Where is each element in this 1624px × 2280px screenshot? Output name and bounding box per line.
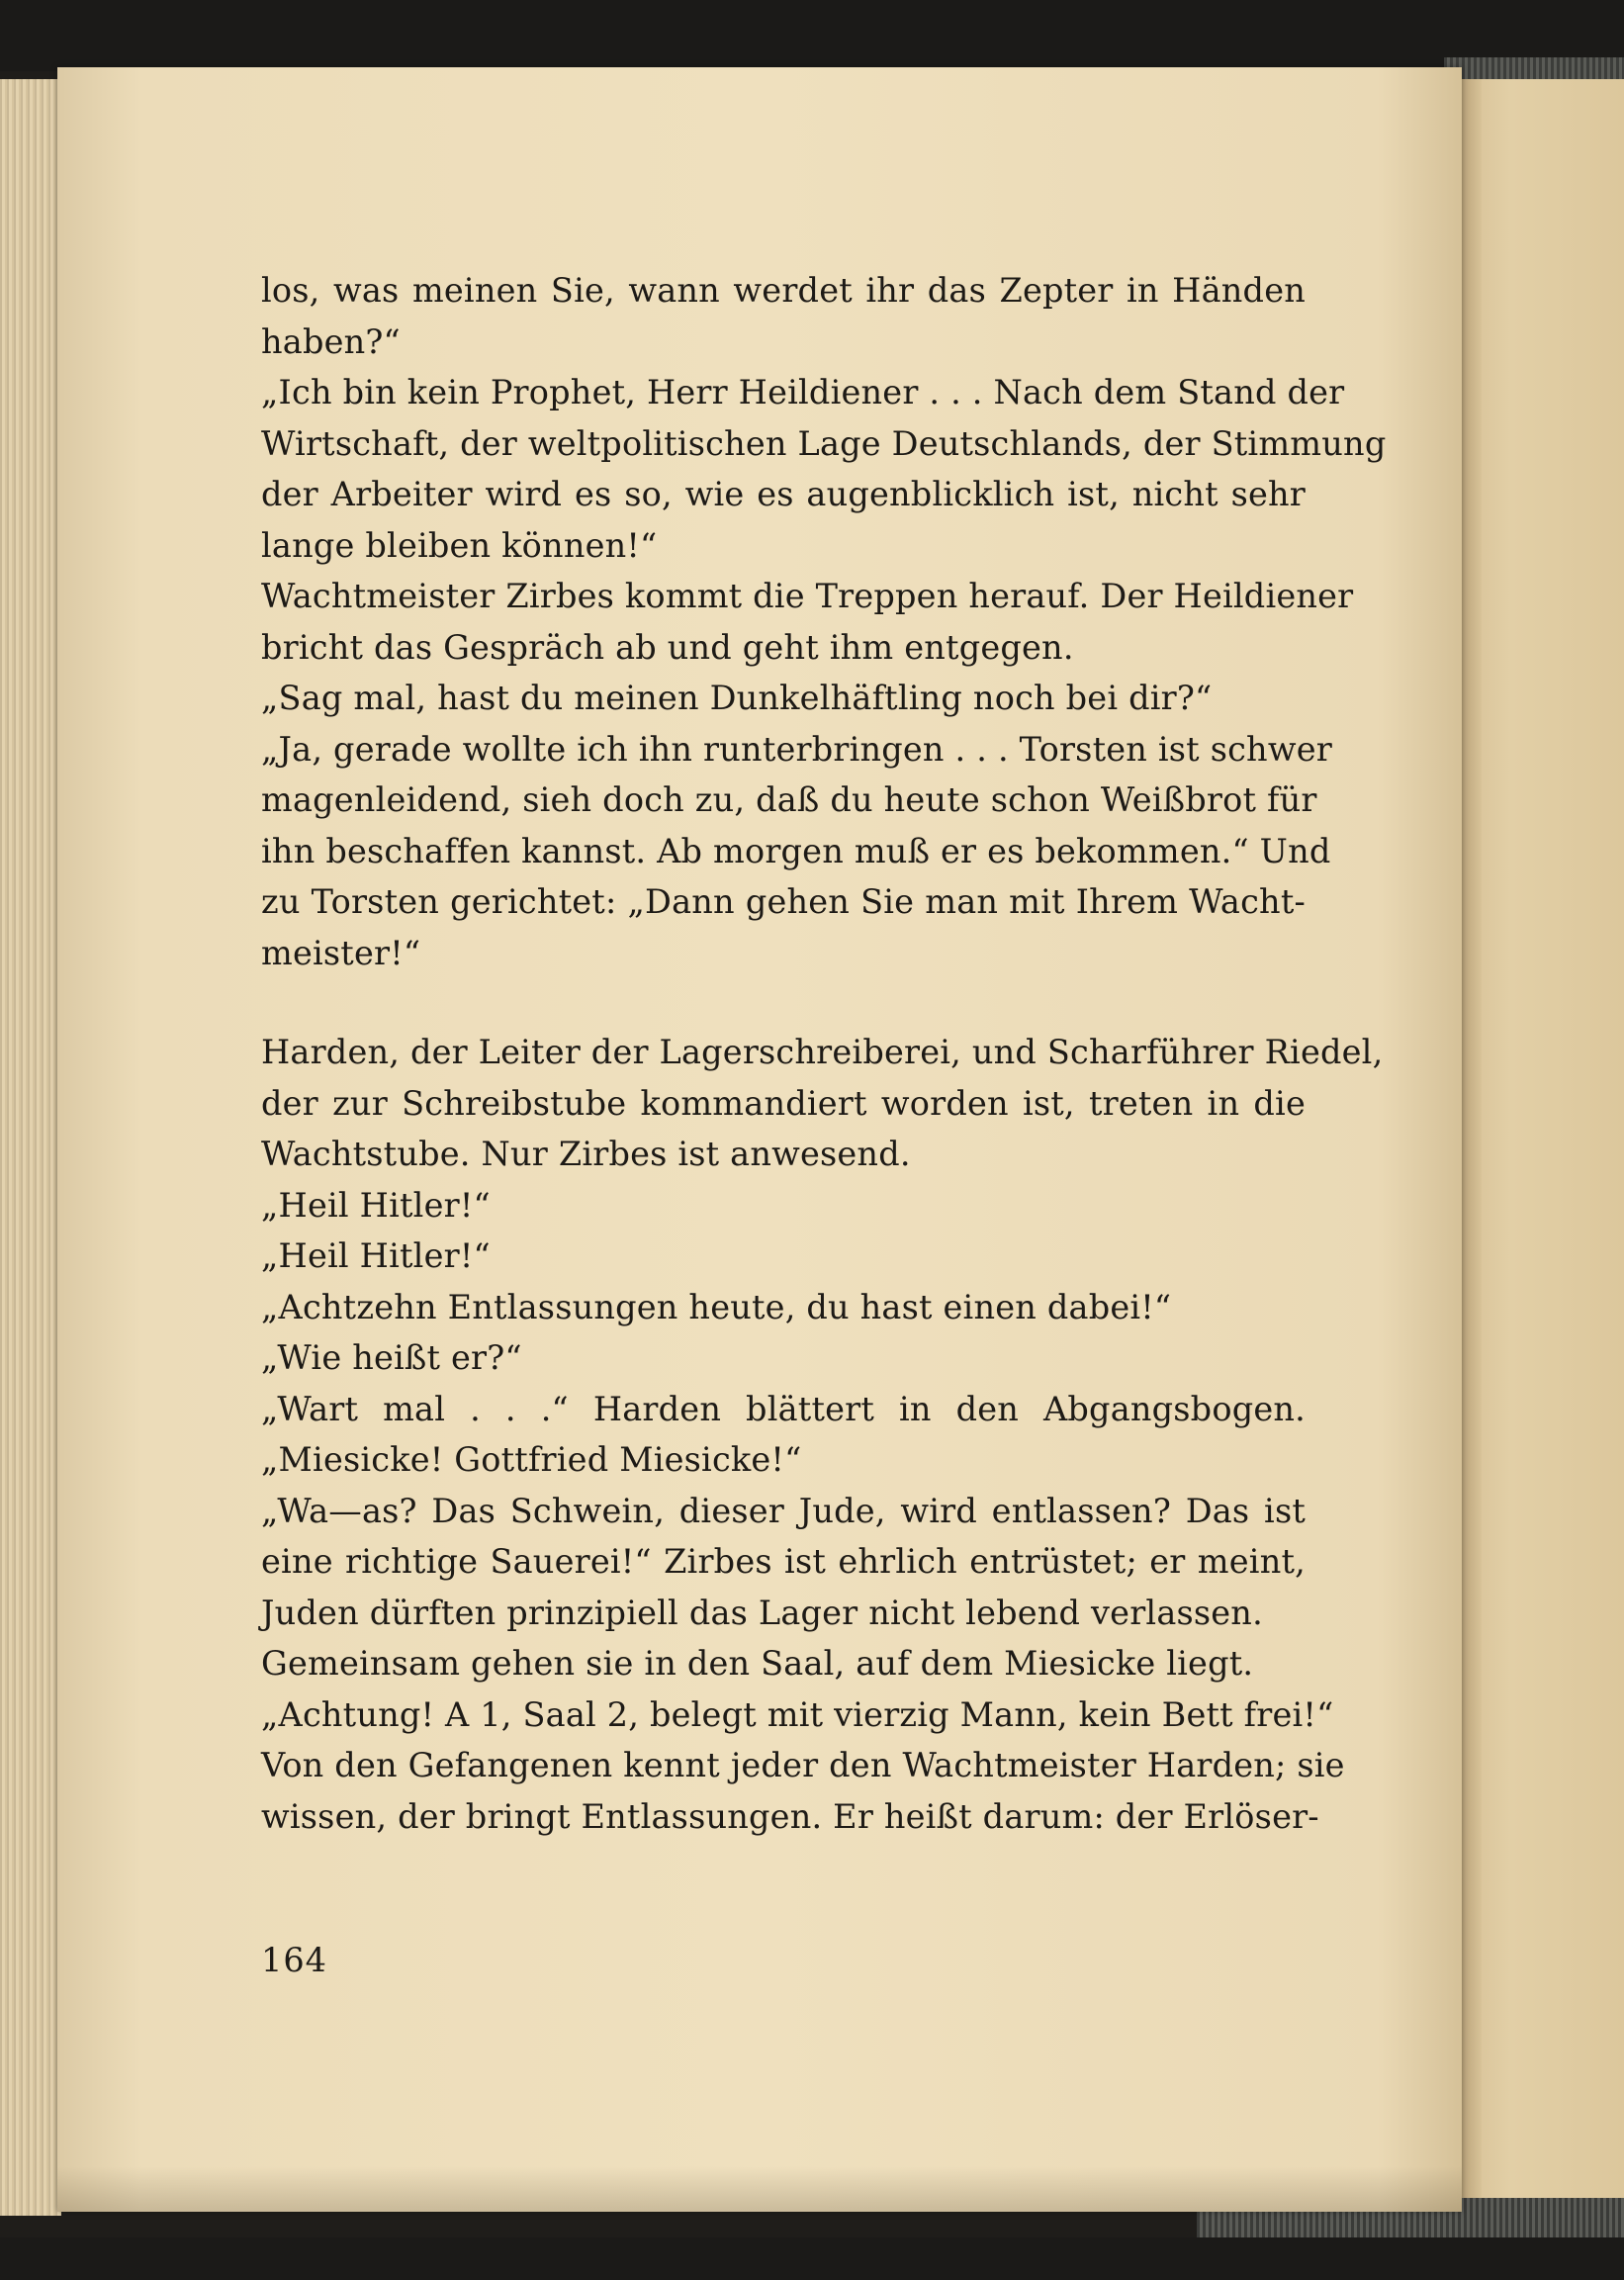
- text-line: wissen, der bringt Entlassungen. Er heißt darum: der Erlöser-: [261, 1796, 1319, 1836]
- text-line: „Ich bin kein Prophet, Herr Heildiener . . . Nach dem Stand der: [261, 373, 1345, 411]
- page-number: 164: [261, 1941, 327, 1979]
- text-line: Wirtschaft, der weltpolitischen Lage Deutschlands, der Stimmung: [261, 423, 1387, 463]
- text-line: „Heil Hitler!“: [261, 1185, 491, 1225]
- text-line: der zur Schreibstube kommandiert worden ist, treten in die: [261, 1083, 1306, 1123]
- back-cover-edge: [1462, 79, 1482, 2206]
- text-line: „Sag mal, hast du meinen Dunkelhäftling noch bei dir?“: [261, 679, 1213, 717]
- text-line: der Arbeiter wird es so, wie es augenblicklich ist, nicht sehr: [261, 475, 1306, 513]
- text-line: Von den Gefangenen kennt jeder den Wachtmeister Harden; sie: [261, 1746, 1345, 1784]
- text-line: haben?“: [261, 321, 401, 361]
- scanner-background-top: [0, 0, 1624, 71]
- text-line: Wachtmeister Zirbes kommt die Treppen herauf. Der Heildiener: [261, 577, 1354, 615]
- text-line: „Achtung! A 1, Saal 2, belegt mit vierzig Mann, kein Bett frei!“: [261, 1694, 1334, 1734]
- text-line: los, was meinen Sie, wann werdet ihr das Zepter in Händen: [261, 271, 1306, 310]
- text-line: lange bleiben können!“: [261, 525, 658, 565]
- text-line: ihn beschaffen kannst. Ab morgen muß er es bekommen.“ Und: [261, 831, 1331, 870]
- text-line: „Miesicke! Gottfried Miesicke!“: [261, 1440, 802, 1479]
- text-line: „Ja, gerade wollte ich ihn runterbringen . . . Torsten ist schwer: [261, 729, 1332, 769]
- text-line: „Wie heißt er?“: [261, 1338, 522, 1377]
- text-line: Harden, der Leiter der Lagerschreiberei, und Scharführer Riedel,: [261, 1033, 1384, 1071]
- text-line: „Heil Hitler!“: [261, 1236, 491, 1275]
- text-line: Gemeinsam gehen sie in den Saal, auf dem Miesicke liegt.: [261, 1644, 1254, 1683]
- text-line: Wachtstube. Nur Zirbes ist anwesend.: [261, 1135, 911, 1173]
- page-shadow: [57, 2166, 1462, 2212]
- text-line: zu Torsten gerichtet: „Dann gehen Sie man mit Ihrem Wacht-: [261, 882, 1306, 921]
- text-line: „Wa—as? Das Schwein, dieser Jude, wird entlassen? Das ist: [261, 1491, 1306, 1530]
- text-line: meister!“: [261, 933, 421, 972]
- page-text: [261, 265, 1387, 1842]
- text-line: magenleidend, sieh doch zu, daß du heute schon Weißbrot für: [261, 780, 1317, 819]
- text-line: eine richtige Sauerei!“ Zirbes ist ehrlich entrüstet; er meint,: [261, 1542, 1306, 1581]
- scanner-background-bottom: [0, 2237, 1624, 2280]
- text-line: bricht das Gespräch ab und geht ihm entgegen.: [261, 627, 1074, 667]
- text-line: „Wart mal . . .“ Harden blättert in den Abgangsbogen.: [261, 1389, 1306, 1428]
- text-line: „Achtzehn Entlassungen heute, du hast einen dabei!“: [261, 1287, 1172, 1326]
- back-cover-board: [1462, 79, 1624, 2206]
- text-line: Juden dürften prinzipiell das Lager nicht lebend verlassen.: [261, 1593, 1263, 1632]
- page-stack-edge: [0, 79, 61, 2216]
- paragraph-gap: [261, 978, 1306, 1027]
